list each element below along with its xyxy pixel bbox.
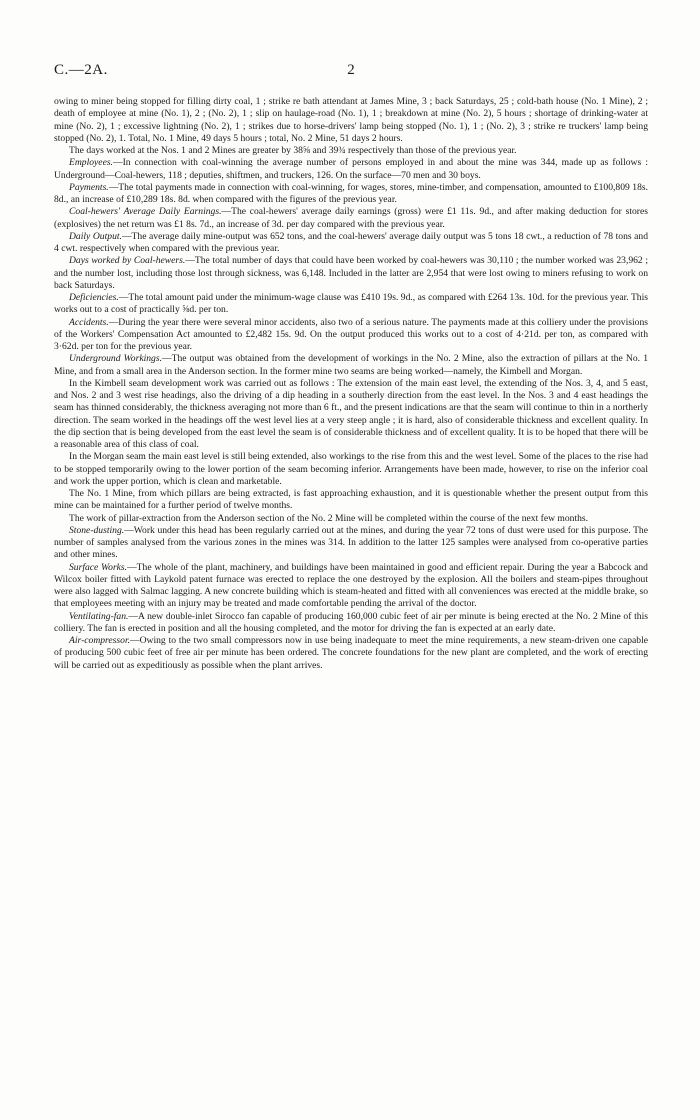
paragraph-heading: Days worked by Coal-hewers. [69,255,186,267]
paragraph-heading: Daily Output. [69,230,122,242]
paragraph [54,292,648,317]
paragraph [54,157,648,182]
paragraph-text: —Work under this head has been regularly carried out at the mines, and during the year 72 tons of dust were used for this purpose. The number of samples analysed from the various zones in the mines was 314. In addition to the latter 125 samples were analysed from co-operative parties and other mines. [54,524,648,561]
paragraph-text: —In connection with coal-winning the average number of persons employed in and about the mine was 344, made up as follows : Underground—Coal-hewers, 118 ; deputies, shiftmen, and truckers, 126. On the surface—70 men and 30 boys. [54,157,648,181]
paragraph [54,513,648,525]
paragraph-text: —The whole of the plant, machinery, and buildings have been maintained in good and efficient repair. During the year a Babcock and Wilcox boiler fitted with Laykold patent furnace was erected to replace the one destroyed by the explosion. All the boilers and steam-pipes throughout were also lagged with Salmac lagging. A new concrete building which is steam-heated and fitted with all conveniences was erected at the middle brake, so that employees meeting with an injury may be treated and made comfortable pending the arrival of the doctor. [54,561,648,610]
paragraph-text: —The total number of days that could have been worked by coal-hewers was 30,110 ; the number worked was 23,962 ; and the number lost, including those lost through sickness, was 6,148. Included in the latter are 2,954 that were lost owing to miners refusing to work on back Saturdays. [54,255,649,291]
paragraph [54,206,648,231]
page-number: 2 [347,62,355,78]
paragraph-text: In the Morgan seam the main east level is still being extended, also workings to the rise from this and the west level. Some of the places to the rise had to be stopped temporarily owing to the lower portion of the seam becoming inferior. Arrangements have been made, however, to rise on the inferior coal and work the upper portion, which is clean and marketable. [54,451,648,487]
paragraph-heading: Accidents. [69,316,109,328]
document-reference: C.—2A. [54,62,108,78]
paragraph-text: —Owing to the two small compressors now in use being inadequate to meet the mine requirements, a new steam-driven one capable of producing 500 cubic feet of free air per minute has been ordered. The concrete foundations for the new plant are completed, and the work of erecting will be carried out as expeditiously as possible when the plant arrives. [54,635,648,671]
paragraph-text: —The coal-hewers' average daily earnings (gross) were £1 11s. 9d., and after making deduction for stores (explosives) the net return was £1 8s. 7d., an increase of 3d. per day compared with the previous year. [54,206,648,230]
paragraph [54,525,648,562]
paragraph [54,145,648,157]
paragraph-heading: Underground Workings. [69,353,162,365]
paragraph [54,378,648,452]
paragraph-text: The work of pillar-extraction from the Anderson section of the No. 2 Mine will be completed within the course of the next few months. [69,512,589,524]
paragraph-heading: Stone-dusting. [69,524,125,536]
paragraph-heading: Coal-hewers' Average Daily Earnings. [69,206,222,218]
paragraph [54,488,648,513]
paragraph [54,182,648,207]
body-text [54,96,648,672]
paragraph-heading: Employees. [69,157,113,169]
paragraph [54,353,648,378]
paragraph [54,451,648,488]
paragraph-text: —A new double-inlet Sirocco fan capable of producing 160,000 cubic feet of air per minute is being erected at the No. 2 Mine of this colliery. The fan is erected in position and all the housing completed, and the motor for driving the fan is expected at an early date. [54,610,648,634]
paragraph [54,635,648,672]
paragraph [54,96,648,145]
paragraph [54,255,648,292]
paragraph-text: —The total amount paid under the minimum-wage clause was £410 19s. 9d., as compared with £264 13s. 10d. for the previous year. This works out to a cost of practically ⅝d. per ton. [54,292,648,316]
paragraph-heading: Payments. [69,181,109,193]
paragraph-text: In the Kimbell seam development work was carried out as follows : The extension of the main east level, the extending of the Nos. 3, 4, and 5 east, and Nos. 2 and 3 west rise headings, also the driving of a dip heading in a southerly direction from the east level. In the Nos. 3 and 4 east headings the seam has thinned considerably, the thickness averaging not more than 6 ft., and the present indications are that the seam will continue to thin in a northerly direction. The seam worked in the headings off the west level lies at a very steep angle ; it is hard, also of considerable thickness and excellent quality. In the dip section that is being developed from the east level the seam is of considerable thickness and of excellent quality. It is to be hoped that there will be a reasonable area of this class of coal. [54,377,648,450]
paragraph-text: —The output was obtained from the development of workings in the No. 2 Mine, also the extraction of pillars at the No. 1 Mine, and from a small area in the Anderson section. In the former mine two seams are being worked—namely, the Kimbell and Morgan. [54,353,648,377]
paragraph-text: —The average daily mine-output was 652 tons, and the coal-hewers' average daily output was 5 tons 18 cwt., a reduction of 78 tons and 4 cwt. respectively when compared with the previous year. [54,230,649,254]
paragraph-heading: Deficiencies. [69,292,119,303]
paragraph-text: The No. 1 Mine, from which pillars are being extracted, is fast approaching exhaustion, and it is questionable whether the present output from this mine can be maintained for a further period of twelve months. [54,488,648,512]
paragraph-text: The days worked at the Nos. 1 and 2 Mines are greater by 38⅝ and 39¾ respectively than those of the previous year. [69,145,517,156]
paragraph-heading: Ventilating-fan. [69,610,129,622]
paragraph-text: owing to miner being stopped for filling dirty coal, 1 ; strike re bath attendant at James Mine, 3 ; back Saturdays, 25 ; cold-bath house (No. 1 Mine), 2 ; death of employee at mine (No. 1), 2 ; (No. 2), 1 ; slip on haulage-road (No. 1), 1 ; breakdown at mine (No. 2), 5 hours ; shortage of drinking-water at mine (No. 2), 1 ; excessive lightning (No. 2), 1 ; strikes due to horse-drivers' lamp being stopped (No. 1), 1 ; (No. 2), 3 ; strike re truckers' lamp being stopped (No. 2), 1. Total, No. 1 Mine, 49 days 5 hours ; total, No. 2 Mine, 51 days 2 hours. [54,96,648,144]
paragraph [54,562,648,611]
page-header [54,62,648,84]
paragraph-heading: Air-compressor. [69,635,131,646]
paragraph [54,231,648,256]
paragraph-heading: Surface Works. [69,561,128,573]
paragraph [54,611,648,636]
paragraph-text: —During the year there were several minor accidents, also two of a serious nature. The payments made at this colliery under the provisions of the Workers' Compensation Act amounted to £2,482 15s. 9d. On the output produced this works out to a cost of 4·21d. per ton, as compared with 3·62d. per ton for the previous year. [54,316,648,352]
paragraph-text: —The total payments made in connection with coal-winning, for wages, stores, mine-timber, and compensation, amounted to £100,809 18s. 8d., an increase of £10,289 18s. 8d. when compared with the figures of the previous year. [54,181,648,205]
paragraph [54,317,648,354]
